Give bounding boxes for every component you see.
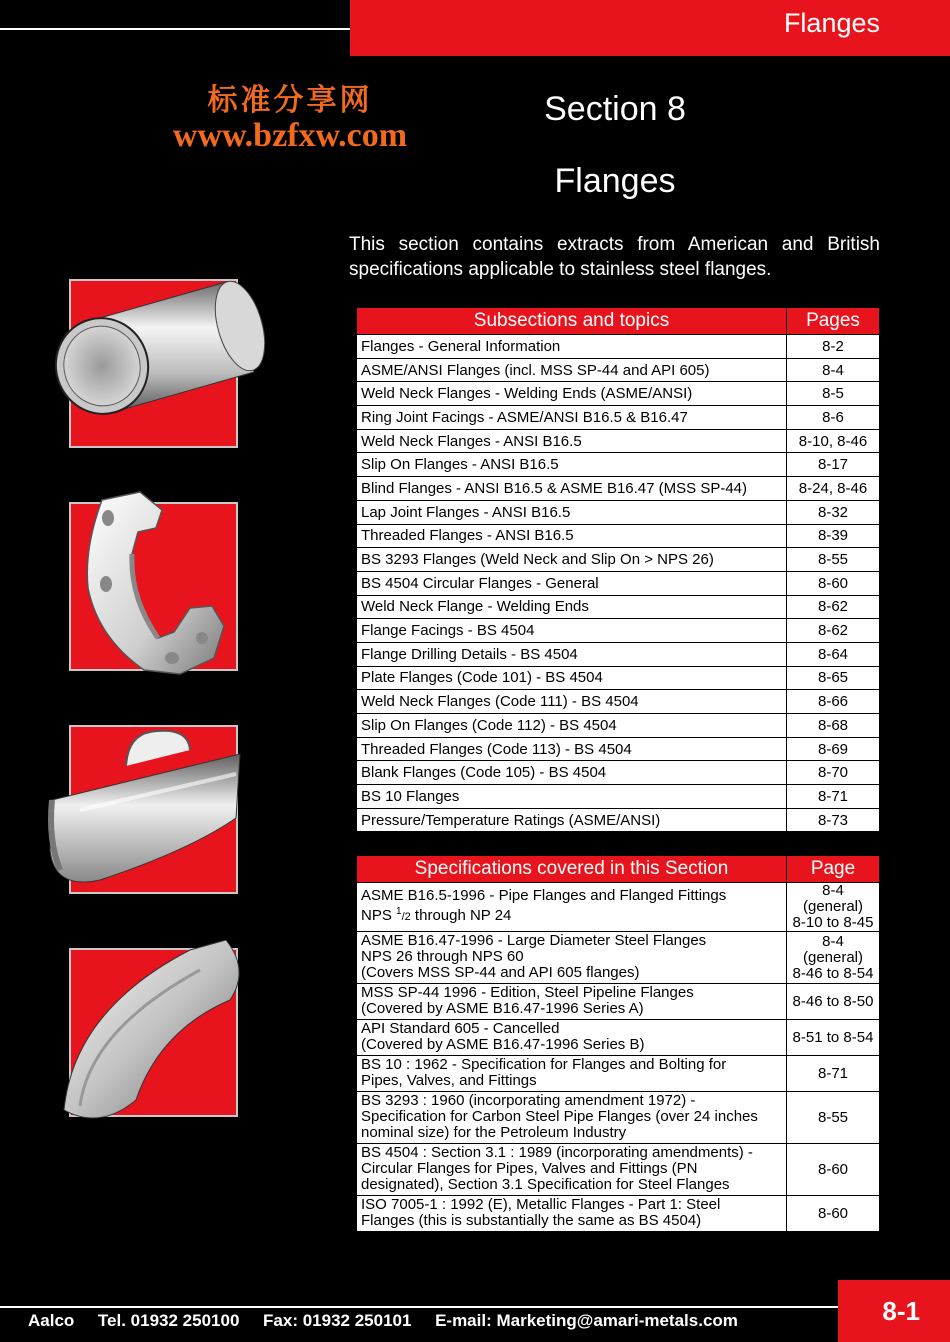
spec-row [357,1196,880,1232]
topic-page-cell: 8-2 [787,335,880,359]
topic-cell: Weld Neck Flanges (Code 111) - BS 4504 [357,690,787,714]
footer-tel: Tel. 01932 250100 [97,1311,240,1330]
spec-row [357,883,880,932]
topics-table [356,307,880,832]
spec-page-line: 8-4 [822,932,844,950]
spec-cell [357,984,787,1020]
section-number: Section 8 [544,90,686,128]
header-rule [0,28,350,30]
topic-page-cell: 8-60 [787,571,880,595]
topic-page-cell: 8-5 [787,382,880,406]
topic-cell: Weld Neck Flanges - Welding Ends (ASME/ANSI) [357,382,787,406]
spec-page-cell [787,932,880,984]
topic-cell: BS 4504 Circular Flanges - General [357,571,787,595]
spec-line: Circular Flanges for Pipes, Valves and Fittings (PN [361,1160,698,1177]
spec-line: BS 3293 : 1960 (incorporating amendment 1972) - [361,1092,696,1109]
header-banner-title: Flanges [783,8,880,38]
spec-line: NPS 26 through NPS 60 [361,948,524,965]
spec-line: (Covered by ASME B16.47-1996 Series A) [361,1000,644,1017]
topic-row [357,453,880,477]
topic-cell: Slip On Flanges - ANSI B16.5 [357,453,787,477]
spec-cell [357,1056,787,1092]
section-title: Flanges [554,162,676,200]
spec-line: ASME B16.47-1996 - Large Diameter Steel Flanges [361,932,707,949]
topic-page-cell: 8-64 [787,642,880,666]
topic-row [357,524,880,548]
footer-fax: Fax: 01932 250101 [263,1311,412,1330]
spec-line: MSS SP-44 1996 - Edition, Steel Pipeline Flanges [361,984,694,1001]
topic-cell: BS 3293 Flanges (Weld Neck and Slip On > NPS 26) [357,548,787,572]
topic-cell: Plate Flanges (Code 101) - BS 4504 [357,666,787,690]
topic-cell: ASME/ANSI Flanges (incl. MSS SP-44 and API 605) [357,358,787,382]
spec-page-line: 8-46 to 8-54 [792,964,874,982]
spec-page-cell [787,1020,880,1056]
spec-page-line: 8-71 [817,1064,849,1082]
spec-nps-line [361,904,782,925]
topic-page-cell: 8-69 [787,737,880,761]
spec-page-cell [787,1092,880,1144]
spec-line: designated), Section 3.1 Specification for Steel Flanges [361,1176,730,1193]
topic-cell: Weld Neck Flanges - ANSI B16.5 [357,429,787,453]
tee-fitting-icon [40,710,260,910]
spec-page-line: 8-55 [817,1108,849,1126]
specs-header-page: Page [787,856,880,883]
spec-page-cell [787,1144,880,1196]
topics-header-row [357,308,880,335]
topic-row [357,714,880,738]
spec-page-line: 8-60 [817,1160,849,1178]
spec-nps-part: through NP 24 [410,907,512,924]
spec-line: Flanges (this is substantially the same as BS 4504) [361,1212,702,1229]
spec-line: (Covers MSS SP-44 and API 605 flanges) [361,964,640,981]
spec-line: ASME B16.5-1996 - Pipe Flanges and Flanged Fittings [361,887,727,904]
spec-page-line: 8-4 [822,882,844,899]
topic-row [357,500,880,524]
topic-page-cell: 8-71 [787,785,880,809]
spec-row [357,984,880,1020]
specs-header-row [357,856,880,883]
topic-row [357,335,880,359]
topic-row [357,595,880,619]
topic-page-cell: 8-70 [787,761,880,785]
topic-cell: Ring Joint Facings - ASME/ANSI B16.5 & B16.47 [357,406,787,430]
topic-row [357,761,880,785]
spec-page-line: 8-10 to 8-45 [792,914,874,931]
spec-line: ISO 7005-1 : 1992 (E), Metallic Flanges - Part 1: Steel [361,1196,721,1213]
specs-header-spec: Specifications covered in this Section [357,856,787,883]
topic-row [357,382,880,406]
topic-cell: Flanges - General Information [357,335,787,359]
spec-row [357,1092,880,1144]
footer-contact [28,1311,738,1331]
header-banner [350,0,950,56]
topic-page-cell: 8-55 [787,548,880,572]
spec-page-line: (general) [802,898,864,915]
topic-row [357,619,880,643]
topic-page-cell: 8-65 [787,666,880,690]
footer-email: E-mail: Marketing@amari-metals.com [435,1311,738,1330]
topic-page-cell: 8-4 [787,358,880,382]
pipe-icon [40,262,260,462]
topic-row [357,642,880,666]
topic-page-cell: 8-24, 8-46 [787,477,880,501]
spec-line: Specification for Carbon Steel Pipe Flanges (over 24 inches [361,1108,758,1125]
spec-page-cell [787,1196,880,1232]
topic-page-cell: 8-68 [787,714,880,738]
topics-header-pages: Pages [787,308,880,335]
watermark-url: www.bzfxw.com [172,117,408,154]
page-number: 8-1 [882,1296,920,1326]
topic-cell: Flange Facings - BS 4504 [357,619,787,643]
spec-page-cell [787,984,880,1020]
topic-row [357,477,880,501]
spec-row [357,932,880,984]
topic-row [357,429,880,453]
topic-row [357,737,880,761]
topic-page-cell: 8-10, 8-46 [787,429,880,453]
spec-page-line: 8-46 to 8-50 [792,992,874,1010]
spec-page-line: 8-60 [817,1204,849,1222]
topic-page-cell: 8-66 [787,690,880,714]
spec-nps-part: /2 [401,911,411,923]
flange-section-icon [40,488,260,688]
topic-cell: Lap Joint Flanges - ANSI B16.5 [357,500,787,524]
topic-page-cell: 8-62 [787,619,880,643]
topic-cell: Threaded Flanges (Code 113) - BS 4504 [357,737,787,761]
topic-cell: Threaded Flanges - ANSI B16.5 [357,524,787,548]
intro-paragraph: This section contains extracts from American and British specifications applicable to stainless steel flanges. [349,234,880,280]
topic-cell: Pressure/Temperature Ratings (ASME/ANSI) [357,808,787,832]
topic-row [357,666,880,690]
footer-company: Aalco [28,1311,75,1330]
spec-row [357,1056,880,1092]
watermark-cn-text: 标准分享网 [207,83,373,118]
spec-line: API Standard 605 - Cancelled [361,1020,560,1037]
spec-page-cell [787,883,880,932]
topic-page-cell: 8-32 [787,500,880,524]
spec-page-line: (general) [802,948,864,966]
spec-cell [357,1092,787,1144]
spec-cell [357,932,787,984]
topic-page-cell: 8-39 [787,524,880,548]
spec-page-cell [787,1056,880,1092]
topic-row [357,690,880,714]
footer-rule [0,1306,838,1308]
spec-nps-part: 1 [396,906,402,917]
topic-page-cell: 8-6 [787,406,880,430]
topic-row [357,785,880,809]
topic-cell: Weld Neck Flange - Welding Ends [357,595,787,619]
spec-line: (Covered by ASME B16.47-1996 Series B) [361,1036,645,1053]
topic-cell: Blank Flanges (Code 105) - BS 4504 [357,761,787,785]
topic-page-cell: 8-17 [787,453,880,477]
spec-line: nominal size) for the Petroleum Industry [361,1124,627,1141]
spec-line: BS 4504 : Section 3.1 : 1989 (incorporating amendments) - [361,1144,753,1161]
topic-cell: BS 10 Flanges [357,785,787,809]
spec-page-line: 8-51 to 8-54 [792,1028,874,1046]
spec-row [357,1144,880,1196]
elbow-fitting-icon [40,930,260,1130]
spec-nps-part: NPS [361,907,397,924]
topic-row [357,808,880,832]
spec-row [357,1020,880,1056]
topic-row [357,571,880,595]
spec-cell [357,1144,787,1196]
topics-header-topic: Subsections and topics [357,308,787,335]
page-number-box [838,1280,950,1342]
spec-cell [357,1196,787,1232]
topic-cell: Flange Drilling Details - BS 4504 [357,642,787,666]
topic-row [357,358,880,382]
spec-cell [357,883,787,932]
topic-page-cell: 8-62 [787,595,880,619]
topic-cell: Slip On Flanges (Code 112) - BS 4504 [357,714,787,738]
spec-line: BS 10 : 1962 - Specification for Flanges and Bolting for [361,1056,727,1073]
topic-page-cell: 8-73 [787,808,880,832]
spec-cell [357,1020,787,1056]
specs-table [356,855,880,1232]
topic-row [357,406,880,430]
topic-row [357,548,880,572]
topic-cell: Blind Flanges - ANSI B16.5 & ASME B16.47 (MSS SP-44) [357,477,787,501]
spec-line: Pipes, Valves, and Fittings [361,1072,537,1089]
